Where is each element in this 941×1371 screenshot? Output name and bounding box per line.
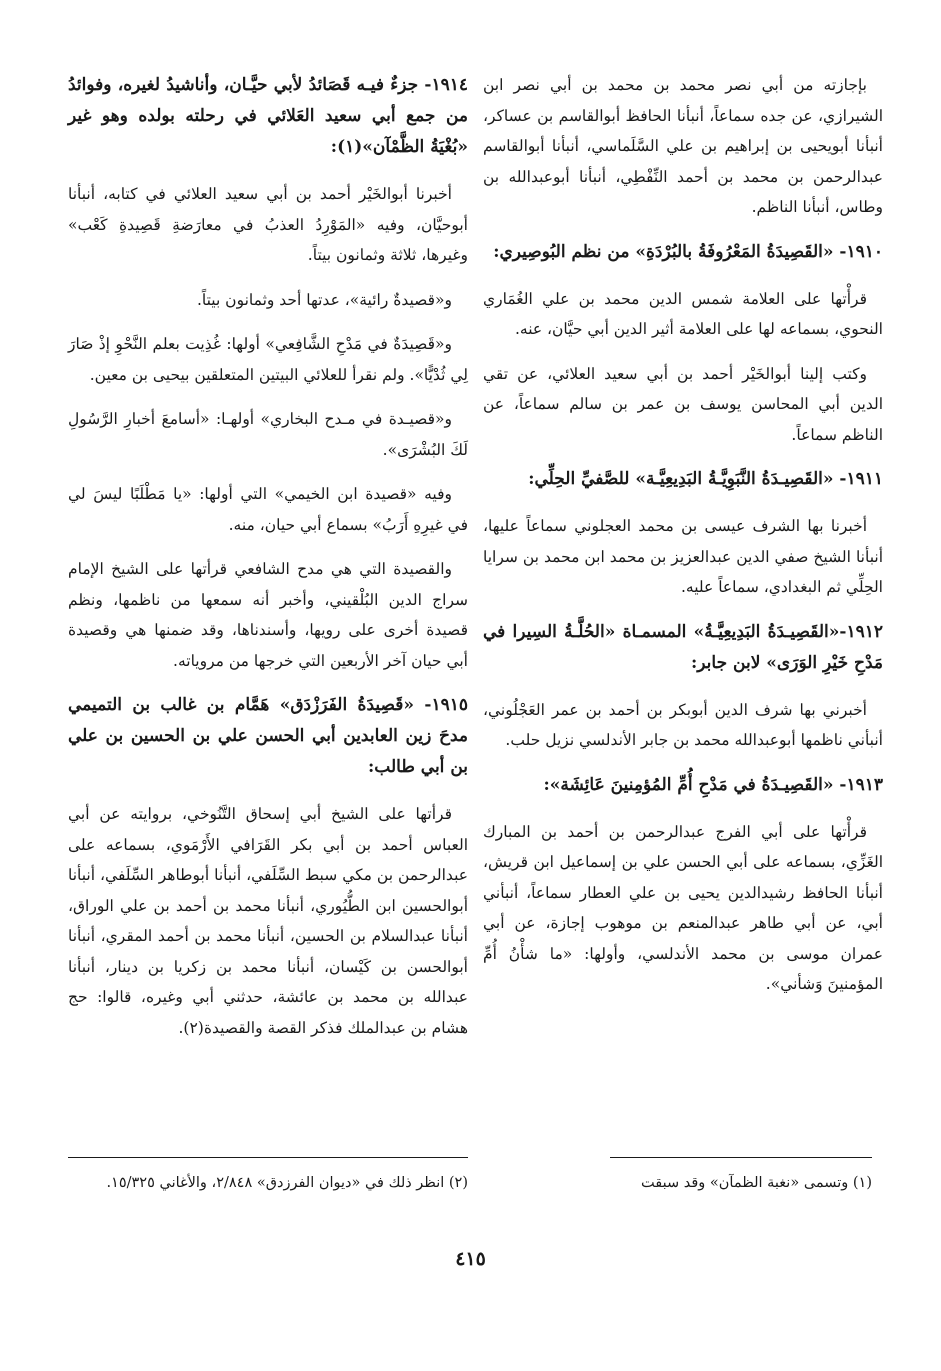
- paragraph: و«قصيـدة في مـدح البخاري» أولهـا: «أسامعَ أخبارِ الرَّسُولِ لَكَ البُشْرَى».: [68, 410, 468, 459]
- footnote-1: (١) وتسمى «نغبة الظمآن» وقد سبقت: [641, 1175, 872, 1191]
- right-column: [483, 70, 883, 1014]
- entry-heading: ١٩١٢-«القَصِيـدَةُ البَدِيعِيَّـةُ» المسمـاة «الحُلَّـةُ السِيرا في مَدْحِ خَيْرِ الوَرَى» لابن جابر:: [483, 621, 883, 673]
- paragraph: أخبرنا بها الشرف عيسى بن محمد العجلوني سماعاً عليها، أنبأنا الشيخ صفي الدين عبدالعزيز بن محمد ابن محمد بن سرايا الحِلِّي ثم البغدادي، سماعاً عليه.: [483, 517, 883, 596]
- page-number: ٤١٥: [455, 1248, 486, 1270]
- paragraph: قرأتها على الشيخ أبي إسحاق التَّنُوخي، بروايته عن أبي العباس أحمد بن أبي بكر القَرَافي الأَرْمَوي، بسماعه على عبدالرحمن بن مكي سبط السِّلَفي، أنبأنا أبوطاهر السِّلَفي، أنبأنا أبوالحسين ابن الطُّيُوري، أنبأنا محمد بن أحمد بن علي الوراق، أنبأنا عبدالسلام بن الحسين، أنبأنا محمد بن أحمد المقري، أنبأنا أبوالحسن بن كَيْسان، أنبأنا محمد بن زكريا بن دينار، أنبأنا عبدالله بن محمد بن عائشة، حدثني أبي وغيره، قالوا: حج هشام بن عبدالملك فذكر القصة والقصيدة(٢).: [68, 805, 468, 1037]
- entry-heading: ١٩١١- «القَصِيـدَةُ النَّبَوِيَّـةُ البَدِيعِيَّـة» للصَّفيِّ الحِلِّي:: [528, 469, 883, 489]
- entry-heading: ١٩١٥- «قَصِيدَةُ الفَرَزْدَق» هَمَّام بن غالب بن التميمي مدحَ زين العابدين أبي الحسن علي بن الحسين بن علي بن أبي طالب:: [68, 695, 468, 777]
- footnote-rule-left: [68, 1157, 468, 1158]
- paragraph: وكتب إلينا أبوالخَيْر أحمد بن أبي سعيد العلائي، عن تقي الدين أبي المحاسن يوسف بن عمر بن سالم سماعاً، عن الناظم سماعاً.: [483, 364, 883, 444]
- footnote-rule-right: [610, 1157, 872, 1158]
- paragraph: أخبرنا أبوالخَيْر أحمد بن أبي سعيد العلائي في كتابه، أنبأنا أبوحيَّان، وفيه «المَوْرِدُ العذبُ في معارَضةِ قَصِيدةِ كَعْب» وغيرها، ثلاثة وثمانون بيتاً.: [68, 185, 468, 264]
- paragraph: قرأْتها على العلامة شمس الدين محمد بن علي الغُمَاري النحوي، بسماعه لها على العلامة أثير الدين أبي حيَّان، عنه.: [483, 289, 883, 338]
- paragraph: والقصيدة التي هي مدح الشافعي قرأتها على الشيخ الإمام سراج الدين البُلْقيني، وأخبر أنه سمعها من ناظمها، ونظم قصيدة أخرى على رويها، وأسندناها، وقد ضمنها هي وقصيدة أبي حيان آخر الأربعين التي خرجها من مروياته.: [68, 560, 468, 670]
- paragraph: بإجازته من أبي نصر محمد بن محمد بن أبي نصر ابن الشيرازي، عن جده سماعاً، أنبأنا الحافظ أبوالقاسم بن عساكر، أنبأنا أبويحيى بن إبراهيم بن علي السَّلَماسي، أنبأنا أبوالقاسم عبدالرحمن بن محمد بن أحمد النِّفْطِي، أنبأنا أبوعبدالله بن وطاس، أنبأنا الناظم.: [483, 76, 883, 216]
- entry-heading: ١٩١٠- «القَصِيدَةُ المَعْرُوفَةُ بالبُرْدَةِ» من نظم البُوصِيري:: [493, 241, 883, 262]
- entry-heading: ١٩١٣- «القَصِيـدَةُ في مَدْحِ أُمِّ المُؤمِنينَ عَائِشَة»:: [543, 774, 883, 795]
- paragraph: و«قَصِيدَةٌ في مَدْحِ الشَّافِعي» أولها: غُذِيت بعلم النَّحْوِ إذْ صَارَ لِي ثُدْيًّا». ولم نقرأ للعلائي البيتين المتعلقين بيحيى بن معين.: [68, 335, 468, 384]
- paragraph: وفيه «قصيدة ابن الخيمي» التي أولها: «يا مَطْلَبًا ليسَ لي في غيرِهِ أَرَبُ» بسماع أبي حيان، منه.: [68, 485, 468, 534]
- left-column: [68, 70, 468, 1057]
- entry-heading: ١٩١٤- جزءٌ فيـه قَصَائدُ لأبي حيَّـان، وأناشيدُ لغيره، وفوائدُ من جمع أبي سعيد العَلائي في رحلته بولده وهو غير «بُغْيَةُ الظَّمْآن»(١):: [68, 75, 468, 157]
- paragraph: و«قصيدةٌ رائية»، عدتها أحد وثمانون بيتاً.: [196, 290, 452, 309]
- footnote-2: (٢) انظر ذلك في «ديوان الفرزدق» ٢/٨٤٨، والأغاني ١٥/٣٢٥.: [106, 1175, 468, 1191]
- paragraph: قرأْتها على أبي الفرج عبدالرحمن بن أحمد بن المبارك الغَزِّي، بسماعه على أبي الحسن علي بن إسماعيل ابن قريش، أنبأنا الحافظ رشيدالدين يحيى بن علي العطار سماعاً، أنبأني أبي، عن أبي طاهر عبدالمنعم بن موهوب إجازة، عن أبي عمران موسى بن محمد الأندلسي، وأولها: «ما شأْنُ أُمِّ المؤمنينَ وَشأني».: [483, 822, 883, 993]
- paragraph: أخبرني بها شرف الدين أبوبكر بن أحمد بن عمر العَجْلُوني، أنبأني ناظمها أبوعبدالله محمد بن جابر الأندلسي نزيل حلب.: [483, 700, 883, 749]
